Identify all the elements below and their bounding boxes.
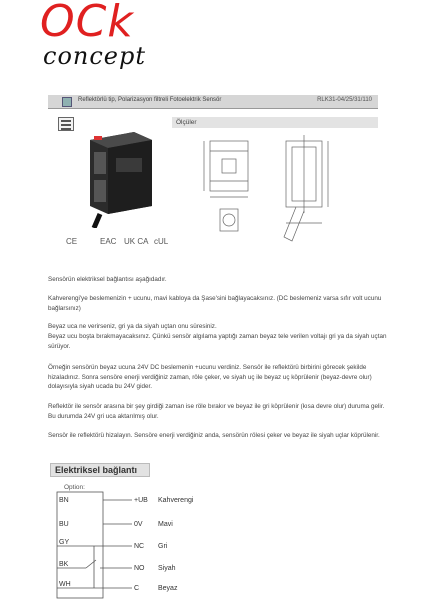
paragraph-7: Sensör ile reflektörü hizalayın. Sensöre enerji verdiğiniz anda, sensörün rölesi çeker ve beyaz ile siyah uçlar köprülenir. bbox=[48, 432, 380, 439]
color-beyaz: Beyaz bbox=[158, 585, 178, 592]
option-label: Option: bbox=[64, 484, 85, 491]
logo-ock-text: OCk bbox=[40, 0, 134, 47]
dimensions-title: Ölçüler bbox=[172, 117, 378, 128]
paragraph-1: Sensörün elektriksel bağlantısı aşağıdadır. bbox=[48, 276, 167, 283]
sensor-icon bbox=[62, 97, 72, 107]
wiring-diagram bbox=[56, 490, 236, 600]
brand-logo bbox=[40, 2, 180, 80]
sensor-symbol-icon bbox=[58, 117, 74, 131]
model-code: RLK31-04/25/31/110 bbox=[317, 97, 372, 103]
wire-tag-wh: WH bbox=[59, 581, 71, 588]
paragraph-3: Beyaz uca ne verirseniz, gri ya da siyah uçtan onu süresiniz. bbox=[48, 323, 217, 330]
paragraph-6: Reflektör ile sensör arasına bir şey girdiği zaman ise röle bırakır ve beyaz ile gri köprülenir (kısa devre olur) duruma gelir. Bu durumda 24V gri uca aktarılmış olur. bbox=[48, 403, 385, 420]
cul-mark: cUL bbox=[154, 237, 169, 246]
wire-tag-gy: GY bbox=[59, 539, 70, 546]
signal-c: C bbox=[134, 585, 140, 592]
electrical-connection-title: Elektriksel bağlantı bbox=[50, 463, 150, 477]
signal-zero-v: 0V bbox=[134, 521, 143, 528]
certification-marks bbox=[66, 237, 176, 251]
paragraph-4: Beyaz ucu boşta bırakmayacaksınız. Çünkü sensör algılama yaptığı zaman beyaz tele verilen voltajı gri ya da siyah uçtan sürüyor. bbox=[48, 333, 387, 350]
sensor-drawing bbox=[86, 128, 154, 228]
ukca-mark: UK CA bbox=[124, 237, 149, 246]
wire-tag-bk: BK bbox=[59, 561, 69, 568]
signal-nc: NC bbox=[134, 543, 145, 550]
color-mavi: Mavi bbox=[158, 521, 173, 528]
wire-tag-bu: BU bbox=[59, 521, 69, 528]
color-kahverengi: Kahverengi bbox=[158, 497, 194, 504]
sensor-photo bbox=[86, 128, 154, 208]
wire-tag-bn: BN bbox=[59, 497, 69, 504]
logo-concept-text: concept bbox=[43, 42, 146, 70]
paragraph-2: Kahverengi'ye beslemenizin + ucunu, mavi kabloya da Şase'sini bağlayacaksınız. (DC beslemeniz varsa sıfır volt ucunu bağlarsınız) bbox=[48, 295, 382, 312]
dimension-drawing bbox=[200, 133, 340, 248]
paragraph-5: Örneğin sensörün beyaz ucuna 24V DC beslemenin +ucunu verdiniz. Sensör ile reflektörü birbirini görecek şekilde hizaladınız. Sonra sensöre enerji verdiğiniz zaman, röle çeker, ve siyah uç ile beyaz uç köprülenir (beyaz-devre olur) dolayısıyla siyah ucada bu 24V gider. bbox=[48, 364, 372, 391]
signal-plus-ub: +UB bbox=[134, 497, 148, 504]
datasheet-title: Reflektörlü tip, Polarizasyon filtreli Fotoelektrik Sensör bbox=[78, 97, 222, 103]
color-siyah: Siyah bbox=[158, 565, 176, 572]
color-gri: Gri bbox=[158, 543, 168, 550]
eac-mark: EAC bbox=[100, 237, 117, 246]
datasheet-header bbox=[48, 95, 378, 109]
signal-no: NO bbox=[134, 565, 145, 572]
ce-mark: CE bbox=[66, 237, 78, 246]
